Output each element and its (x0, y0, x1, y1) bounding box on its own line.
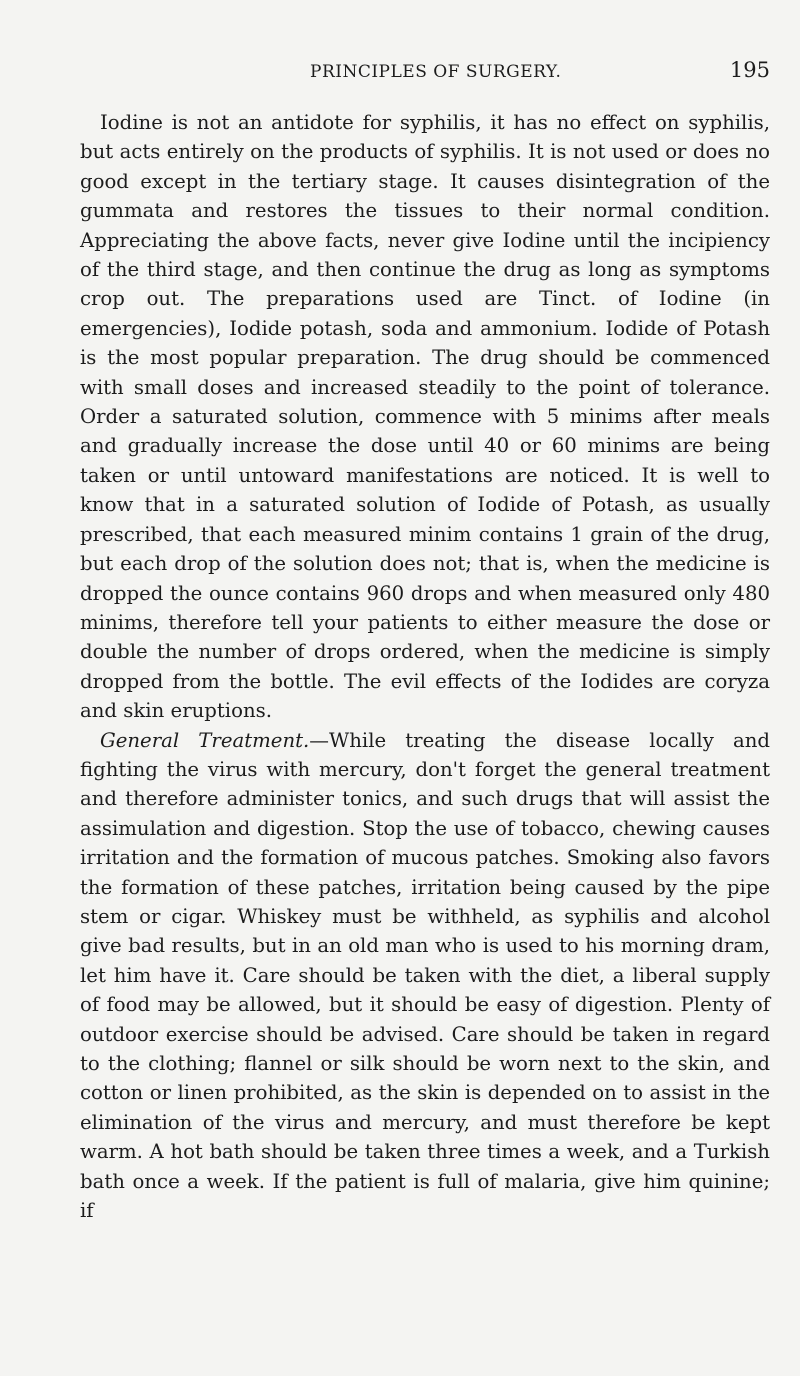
paragraph-iodine (80, 108, 770, 726)
paragraph-general-treatment-text: —While treating the disease locally and fighting the virus with mercury, don't forget the general treatment and therefore administer tonics, and such drugs that will assist the assimulation and digestion. Stop the use of tobacco, chewing causes irritation and the formation of mucous patches. Smoking also favors the formation of these patches, irritation being caused by the pipe stem or cigar. Whiskey must be withheld, as syphilis and alcohol give bad results, but in an old man who is used to his morning dram, let him have it. Care should be taken with the diet, a liberal supply of food may be allowed, but it should be easy of digestion. Plenty of outdoor exercise should be advised. Care should be taken in regard to the clothing; flannel or silk should be worn next to the skin, and cotton or linen prohibited, as the skin is depended on to assist in the elimination of the virus and mercury, and must therefore be kept warm. A hot bath should be taken three times a week, and a Turkish bath once a week. If the patient is full of malaria, give him quinine; if (80, 728, 770, 1223)
paragraph-iodine-text: Iodine is not an antidote for syphilis, it has no effect on syphilis, but acts entirely on the products of syphilis. It is not used or does no good except in the tertiary stage. It causes disintegration of the gummata and restores the tissues to their normal condition. Appreciating the above facts, never give Iodine until the incipiency of the third stage, and then continue the drug as long as symptoms crop out. The preparations used are Tinct. of Iodine (in emergencies), Iodide potash, soda and ammonium. Iodide of Potash is the most popular preparation. The drug should be commenced with small doses and increased steadily to the point of tolerance. Order a saturated solution, commence with 5 minims after meals and gradually increase the dose until 40 or 60 minims are being taken or until untoward manifestations are noticed. It is well to know that in a saturated solution of Iodide of Potash, as usually prescribed, that each measured minim contains 1 grain of the drug, but each drop of the solution does not; that is, when the medicine is dropped the ounce contains 960 drops and when measured only 480 minims, therefore tell your patients to either measure the dose or double the number of drops ordered, when the medicine is simply dropped from the bottle. The evil effects of the Iodides are coryza and skin eruptions. (80, 111, 770, 723)
body-text (80, 108, 770, 1225)
running-title: PRINCIPLES OF SURGERY. (310, 62, 562, 82)
section-heading-general-treatment: General Treatment. (100, 728, 310, 752)
running-head (80, 58, 770, 88)
paragraph-general-treatment (80, 726, 770, 1226)
page-number: 195 (729, 58, 770, 82)
